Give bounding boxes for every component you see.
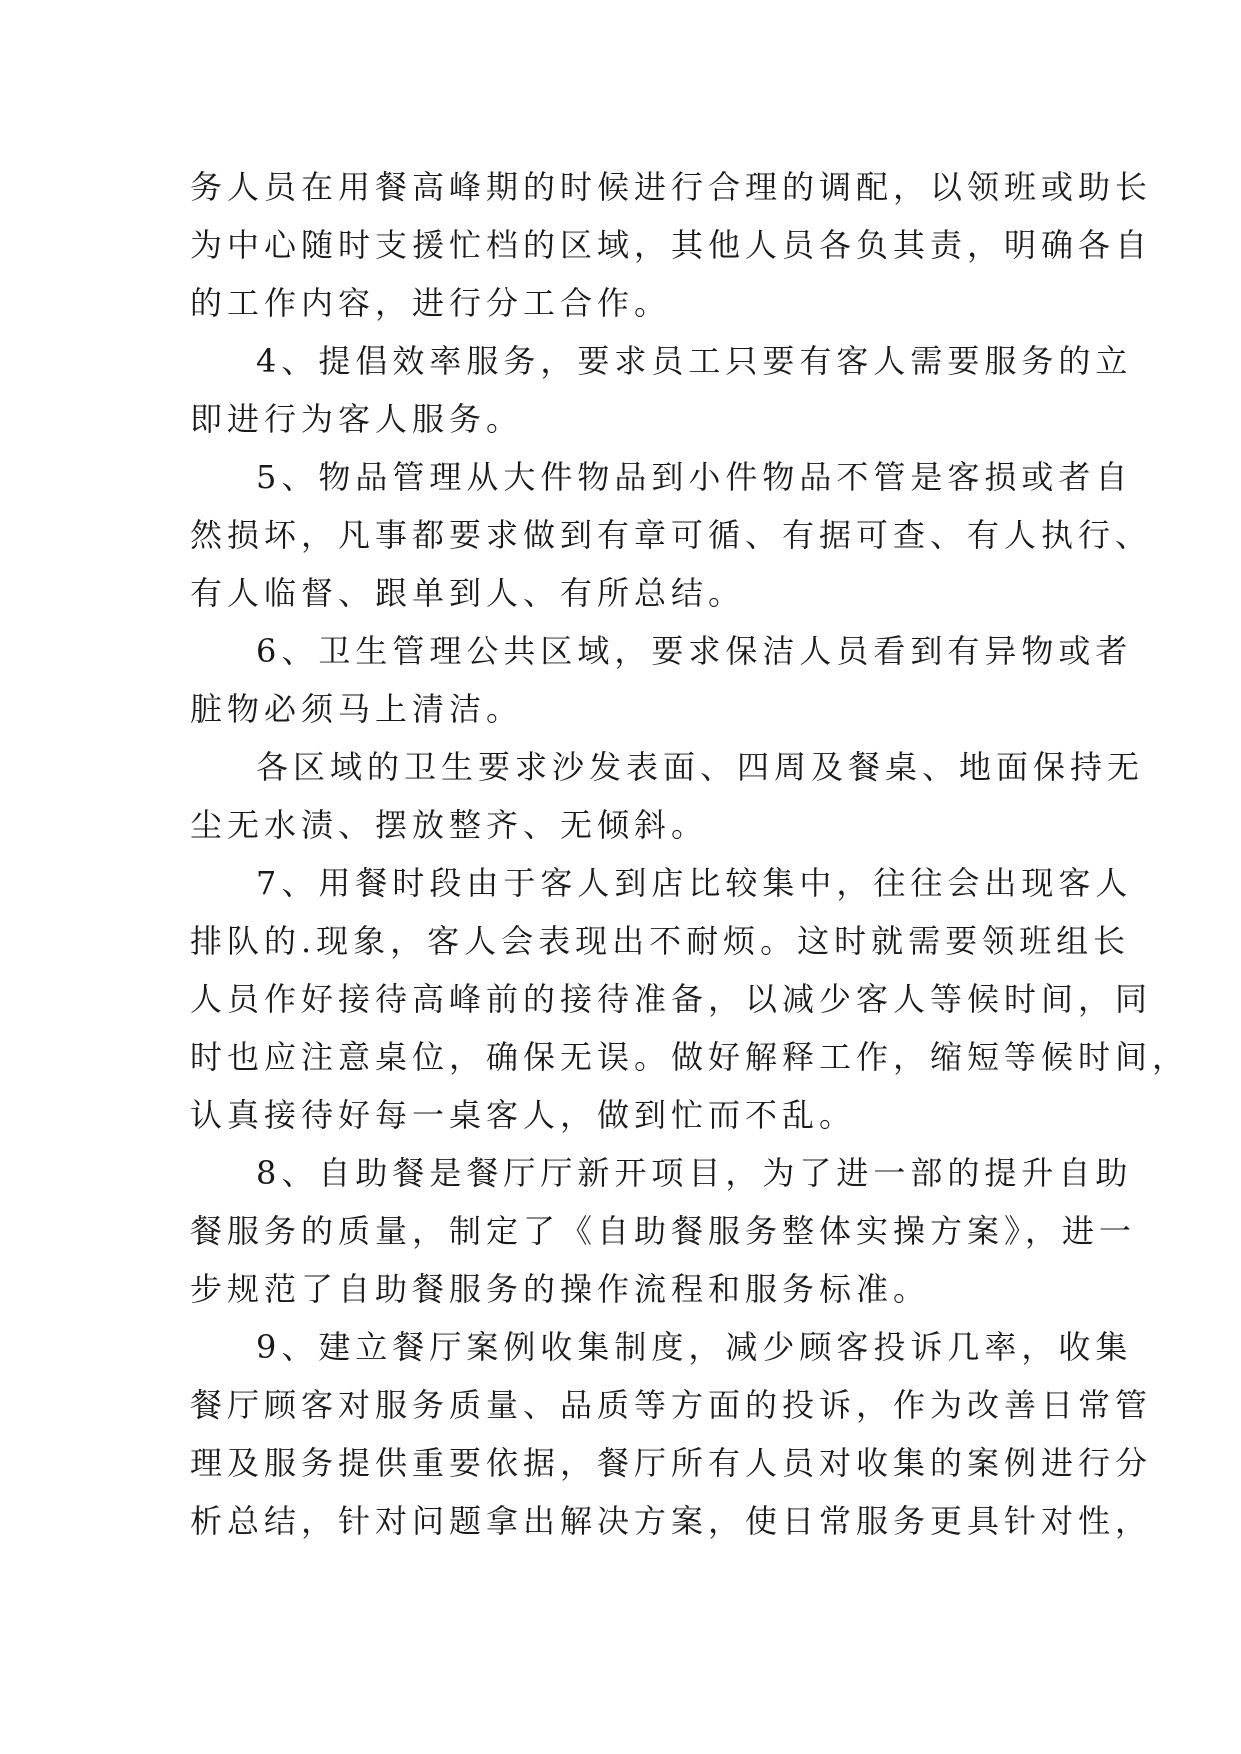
text-line: 为中心随时支援忙档的区域，其他人员各负其责，明确各自	[190, 226, 1153, 264]
text-line: 排队的.现象，客人会表现出不耐烦。这时就需要领班组长	[190, 922, 1131, 960]
text-line: 然损坏，凡事都要求做到有章可循、有据可查、有人执行、	[190, 516, 1153, 554]
text-line: 析总结，针对问题拿出解决方案，使日常服务更具针对性，	[190, 1502, 1153, 1540]
paragraph-start-line: 8、自助餐是餐厅厅新开项目，为了进一部的提升自助	[256, 1154, 1133, 1192]
text-line: 人员作好接待高峰前的接待准备，以减少客人等候时间，同	[190, 980, 1153, 1018]
document-body	[190, 158, 1190, 1550]
text-line: 餐厅顾客对服务质量、品质等方面的投诉，作为改善日常管	[190, 1386, 1153, 1424]
text-line: 的工作内容，进行分工合作。	[190, 284, 672, 322]
paragraph-start-line: 5、物品管理从大件物品到小件物品不管是客损或者自	[256, 458, 1133, 496]
text-line: 务人员在用餐高峰期的时候进行合理的调配，以领班或助长	[190, 168, 1153, 206]
text-line: 时也应注意桌位，确保无误。做好解释工作，缩短等候时间，	[190, 1038, 1190, 1076]
paragraph-start-line: 4、提倡效率服务，要求员工只要有客人需要服务的立	[256, 342, 1133, 380]
paragraph-start-line: 9、建立餐厅案例收集制度，减少顾客投诉几率，收集	[256, 1328, 1133, 1366]
text-line: 尘无水渍、摆放整齐、无倾斜。	[190, 806, 709, 844]
text-line: 有人临督、跟单到人、有所总结。	[190, 574, 746, 612]
paragraph-start-line: 6、卫生管理公共区域，要求保洁人员看到有异物或者	[256, 632, 1133, 670]
text-line: 认真接待好每一桌客人，做到忙而不乱。	[190, 1096, 857, 1134]
paragraph-start-line: 各区域的卫生要求沙发表面、四周及餐桌、地面保持无	[256, 748, 1145, 786]
text-line: 即进行为客人服务。	[190, 400, 524, 438]
text-line: 理及服务提供重要依据，餐厅所有人员对收集的案例进行分	[190, 1444, 1153, 1482]
text-line: 餐服务的质量，制定了《自助餐服务整体实操方案》，进一	[190, 1212, 1137, 1250]
text-line: 步规范了自助餐服务的操作流程和服务标准。	[190, 1270, 931, 1308]
paragraph-start-line: 7、用餐时段由于客人到店比较集中，往往会出现客人	[256, 864, 1133, 902]
text-line: 脏物必须马上清洁。	[190, 690, 524, 728]
